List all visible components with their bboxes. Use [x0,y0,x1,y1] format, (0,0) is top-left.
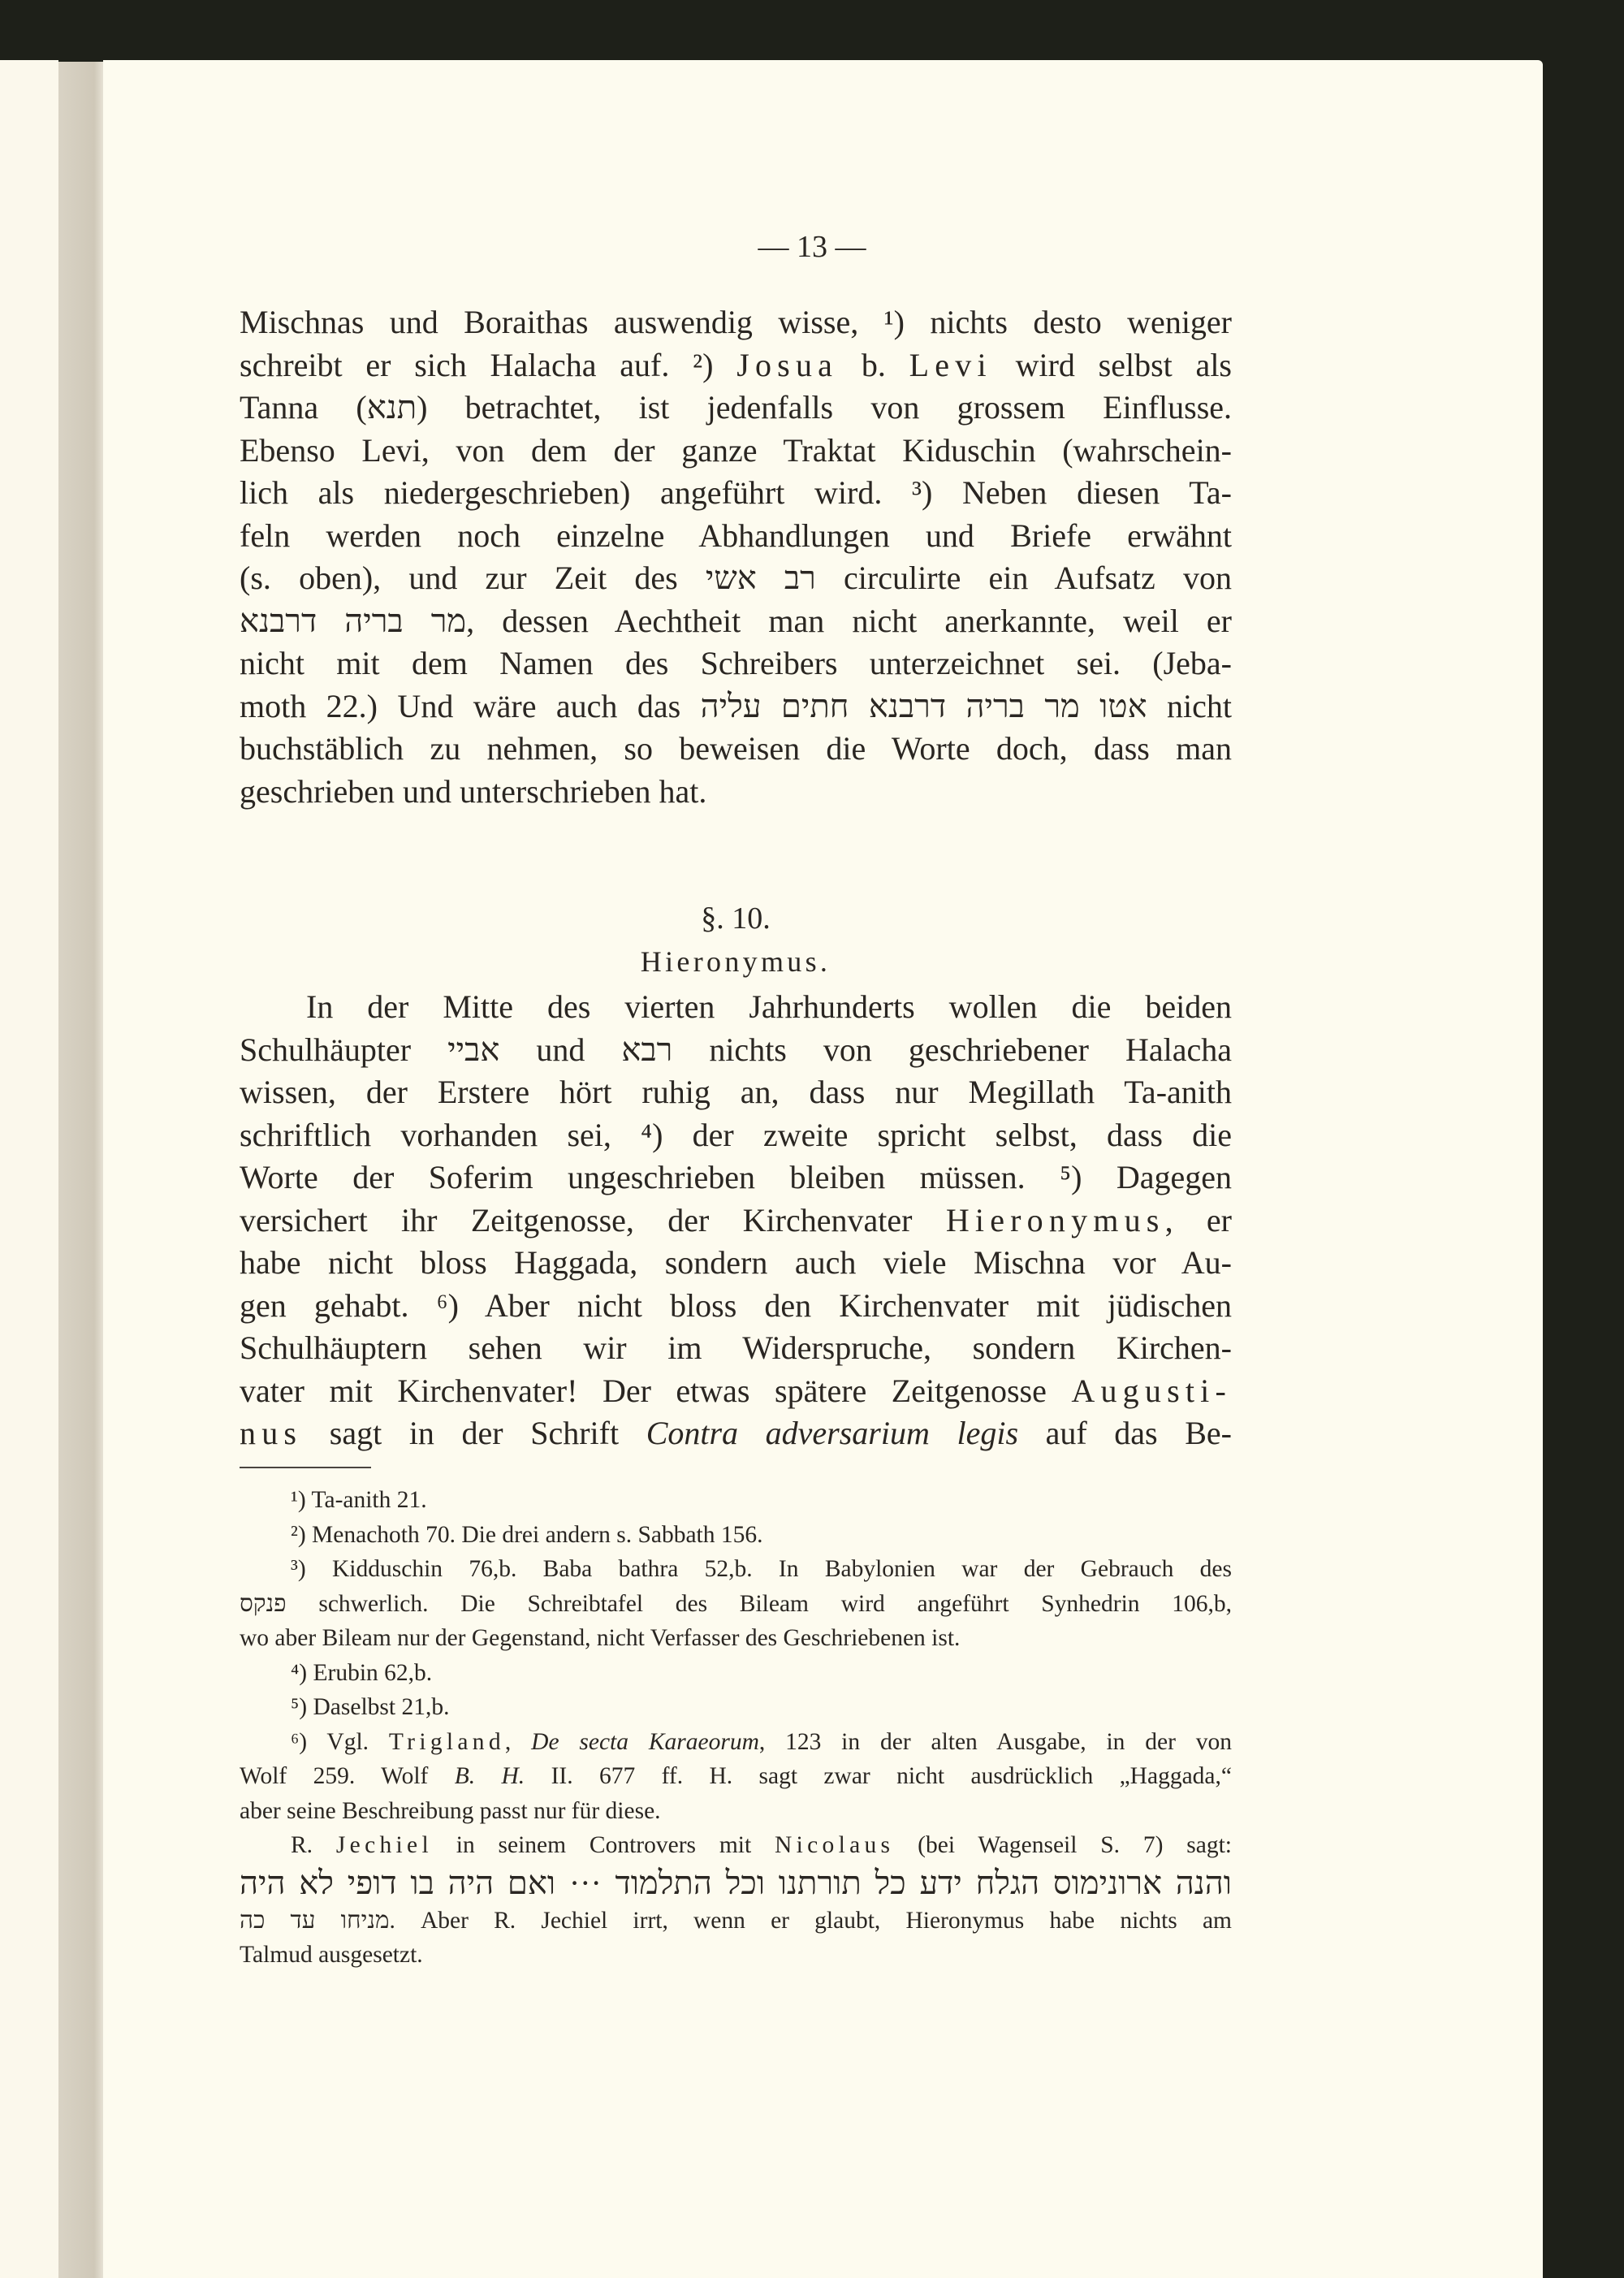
text-line [240,986,1232,1029]
text-segment: wissen, der Erstere hört ruhig an, dass nur Megillath Ta-anith [240,1074,1232,1110]
text-segment: (s. oben), und zur Zeit des רב אשי circulirte ein Aufsatz von [240,560,1232,596]
text-line [240,1156,1232,1200]
footnote-line [240,1725,1232,1760]
text-line [240,1242,1232,1285]
text-segment: Talmud ausgesetzt. [240,1942,423,1968]
text-segment: Schulhäuptern sehen wir im Widerspruche, sondern Kirchen- [240,1329,1232,1366]
text-line [240,515,1232,558]
text-segment: moth 22.) Und wäre auch das אטו מר בריה דרבנא חתים עליה nicht [240,687,1233,724]
footnote-divider [240,1467,371,1468]
text-segment: sagt in der Schrift [302,1415,646,1451]
text-line [240,728,1232,771]
footnote-line [240,1656,1232,1691]
text-line [240,600,1232,643]
spaced-text: Hieronymus [945,1201,1165,1238]
text-segment: wo aber Bileam nur der Gegenstand, nicht Verfasser des Geschriebenen ist. [240,1625,961,1651]
text-segment: (bei Wagenseil S. 7) sagt: [894,1832,1232,1858]
footnote-line [240,1518,1232,1553]
text-segment: II. 677 ff. H. sagt zwar nicht ausdrücklich „Haggada,“ [525,1763,1232,1789]
spaced-text: Trigland [388,1728,505,1755]
text-segment: gen gehabt. ⁶) Aber nicht bloss den Kirchenvater mit jüdischen [240,1286,1232,1324]
italic-text: De secta Karaeorum [531,1728,759,1755]
page-number: — 13 — [758,230,866,264]
text-line [240,642,1232,685]
text-line [240,301,1232,344]
footnote-line [240,1794,1232,1829]
text-line [240,1412,1232,1455]
text-line [240,344,1232,387]
page-gutter [58,62,103,2278]
paragraph-1 [240,301,1232,813]
text-segment: מר בריה דרבנא, dessen Aechtheit man nicht anerkannte, weil er [240,602,1232,639]
text-segment: פנקס schwerlich. Die Schreibtafel des Bileam wird angeführt Synhedrin 106,b, [240,1590,1232,1617]
text-segment: feln werden noch einzelne Abhandlungen und Briefe erwähnt [240,517,1232,554]
text-segment: R. [291,1832,336,1858]
text-segment: Wolf 259. Wolf [240,1763,455,1789]
text-segment: Schulhäupter אביי und רבא nichts von geschriebener Halacha [240,1031,1233,1068]
spaced-text: nus [240,1415,303,1451]
text-line [240,1071,1232,1114]
text-segment: nicht mit dem Namen des Schreibers unterzeichnet sei. (Jeba- [240,645,1232,681]
footnote-line [240,1483,1232,1518]
text-segment: , [504,1728,532,1755]
text-segment: schreibt er sich Halacha auf. ²) [240,346,737,383]
text-line [240,1114,1232,1157]
italic-text: Contra adversarium legis [646,1415,1019,1451]
section-title: Hieronymus. [640,944,831,978]
footnote-line [240,1863,1232,1904]
footnote-line [240,1621,1232,1656]
text-segment: ¹) Ta-anith 21. [291,1487,427,1513]
text-line [240,430,1232,473]
text-segment: lich als niedergeschrieben) angeführt wird. ³) Neben diesen Ta- [240,474,1232,511]
footnote-line [240,1904,1232,1939]
footnote-line [240,1828,1232,1863]
text-segment: Ebenso Levi, von dem der ganze Traktat Kiduschin (wahrschein- [240,431,1232,469]
text-line [240,1029,1232,1072]
text-segment: In der Mitte des vierten Jahrhunderts wollen die beiden [306,988,1232,1025]
text-segment: versichert ihr Zeitgenosse, der Kirchenvater [240,1201,946,1238]
text-segment: ²) Menachoth 70. Die drei andern s. Sabbath 156. [291,1521,763,1548]
text-segment: habe nicht bloss Haggada, sondern auch viele Mischna vor Au- [240,1244,1232,1281]
text-segment: b. [838,346,909,383]
footnote-line [240,1938,1232,1973]
footnotes [240,1483,1232,1973]
text-line [240,1285,1232,1328]
text-line [240,771,1232,814]
italic-text: B. H. [454,1763,525,1789]
footnote-line [240,1552,1232,1587]
spaced-text: Augusti- [1071,1372,1232,1409]
text-segment: Mischnas und Boraithas auswendig wisse, ¹) nichts desto weniger [240,304,1232,340]
spaced-text: Nicolaus [775,1832,895,1858]
text-line [240,557,1232,600]
text-line [240,1200,1232,1243]
text-segment: , er [1164,1201,1233,1238]
spaced-text: Josua [736,346,839,383]
text-segment: ³) Kidduschin 76,b. Baba bathra 52,b. In Babylonien war der Gebrauch des [291,1556,1232,1582]
section-number: §. 10. [701,901,771,936]
text-segment: ⁵) Daselbst 21,b. [291,1694,450,1720]
text-segment: aber seine Beschreibung passt nur für diese. [240,1797,661,1824]
text-line [240,1327,1232,1370]
text-segment: in seinem Controvers mit [432,1832,775,1858]
footnote-line [240,1587,1232,1622]
spaced-text: Levi [909,346,992,383]
text-segment: ‫והנה ארונימוס הגלח ידע כל תורתנו וכל התלמוד ··· ואם היה בו דופי לא היה‬ [240,1864,1232,1901]
text-segment: geschrieben und unterschrieben hat. [240,772,707,810]
text-segment: schriftlich vorhanden sei, ⁴) der zweite spricht selbst, dass die [240,1116,1232,1153]
text-segment: Worte der Soferim ungeschrieben bleiben müssen. ⁵) Dagegen [240,1159,1232,1195]
footnote-line [240,1690,1232,1725]
footnote-line [240,1759,1232,1794]
text-segment: vater mit Kirchenvater! Der etwas spätere Zeitgenosse [240,1372,1072,1409]
text-segment: auf das Be- [1018,1415,1232,1451]
text-segment: ‫מניחו עד כה‬. Aber R. Jechiel irrt, wenn er glaubt, Hieronymus habe nichts am [240,1907,1232,1934]
text-segment: ⁶) Vgl. [291,1728,389,1755]
section-heading [240,897,1232,983]
adjacent-page-edge [0,60,58,2278]
text-line [240,1370,1232,1413]
spaced-text: Jechiel [335,1832,433,1858]
text-segment: buchstäblich zu nehmen, so beweisen die Worte doch, dass man [240,730,1232,767]
text-segment: ⁴) Erubin 62,b. [291,1659,433,1686]
text-line [240,472,1232,515]
text-segment: wird selbst als [991,346,1232,383]
text-segment: , 123 in der alten Ausgabe, in der von [758,1728,1233,1755]
text-line [240,387,1232,430]
paragraph-2 [240,986,1232,1455]
text-line [240,685,1232,728]
text-segment: Tanna (תנא) betrachtet, ist jedenfalls von grossem Einflusse. [240,389,1233,426]
